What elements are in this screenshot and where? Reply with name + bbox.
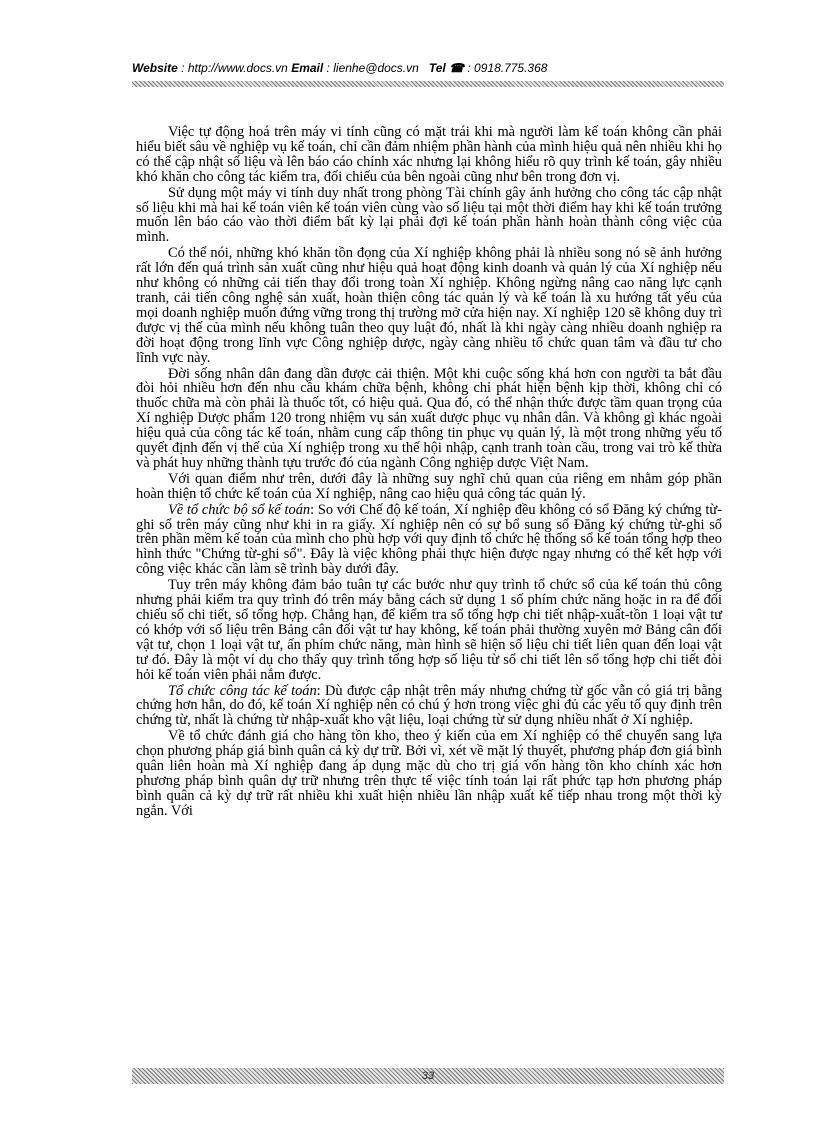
- paragraph-text: Đời sống nhân dân đang dần được cải thiện. Một khi cuộc sống khá hơn con người ta bắt đầu đòi hỏi nhiều hơn đến nhu cầu khám chữa bệnh, không chỉ phát hiện bệnh kịp thời, không chỉ có thuốc chữa mà còn phải là thuốc tốt, có hiệu quả. Qua đó, có thể nhận thức được tầm quan trọng của Xí nghiệp Dược phẩm 120 trong nhiệm vụ sản xuất dược phục vụ nhân dân. Và không gì khác ngoài hiệu quả của công tác kế toán, nhằm cung cấp thông tin phục vụ quản lý, là một trong những yếu tố quyết định đến vị thế của Xí nghiệp trong xu thế hội nhập, cạnh tranh toàn cầu, trong vai trò kế thừa và phát huy những thành tựu trước đó của ngành Công nghiệp dược Việt Nam.: [136, 365, 722, 471]
- paragraph-text: : Dù được cập nhật trên máy nhưng chứng từ gốc vẫn có giá trị bằng chứng hơn hẳn, do đó, kế toán Xí nghiệp nên có chú ý hơn trong việc ghi đủ các yếu tố quy định trên chứng từ, nhất là chứng từ nhập-xuất kho vật liệu, loại chứng từ sử dụng nhiều nhất ở Xí nghiệp.: [136, 682, 722, 729]
- tel-label: Tel: [428, 61, 446, 75]
- paragraph-text: : So với Chế độ kế toán, Xí nghiệp đều không có sổ Đăng ký chứng từ-ghi sổ trên máy cũng như khi in ra giấy. Xí nghiệp nên có sự bổ sung sổ Đăng ký chứng từ-ghi sổ trên phần mềm kế toán của mình cho phù hợp với quy định tổ chức hệ thống sổ kế toán tổng hợp theo hình thức "Chứng từ-ghi sổ". Đây là việc không phải thực hiện được ngay nhưng có thể kết hợp với công việc khác cần làm sẽ trình bày dưới đây.: [136, 501, 722, 578]
- email-separator: :: [323, 61, 334, 75]
- section-lead: Về tổ chức bộ sổ kế toán: [168, 501, 311, 518]
- paragraph-text: Sử dụng một máy vi tính duy nhất trong phòng Tài chính gây ảnh hưởng cho công tác cập nhật số liệu khi mà hai kế toán viên kế toán viên cùng vào số liệu tại một thời điểm hay khi kế toán trưởng muốn lên báo cáo vào thời điểm bất kỳ lại phải đợi kế toán phần hành hoàn thành công việc của mình.: [136, 184, 722, 246]
- tel-separator: :: [464, 61, 475, 75]
- website-label: Website: [132, 61, 178, 75]
- email-link[interactable]: lienhe@docs.vn: [333, 61, 419, 75]
- website-separator: :: [177, 61, 188, 75]
- phone-icon: ☎: [449, 61, 465, 75]
- paragraph-text: Về tổ chức đánh giá cho hàng tồn kho, theo ý kiến của em Xí nghiệp có thể chuyển sang lựa chọn phương pháp giá bình quân cả kỳ dự trữ. Bởi vì, xét về mặt lý thuyết, phương pháp đơn giá bình quân liên hoàn mà Xí nghiệp đang áp dụng mặc dù cho trị giá vốn hàng tồn kho chính xác hơn phương pháp bình quân dự trữ nhưng trên thực tế việc tính toán lại rất phức tạp hơn phương pháp bình quân cả kỳ dự trữ rất nhiều khi xuất hiện nhiều lần nhập xuất kế tiếp nhau trong một thời kỳ ngắn. Với: [136, 728, 723, 819]
- paragraph-text: Việc tự động hoá trên máy vi tính cũng có mặt trái khi mà người làm kế toán không cần phải hiểu biết sâu về nghiệp vụ kế toán, chỉ cần đảm nhiệm phần hành của mình hiệu quả nên nhiều khi họ có thể cập nhật số liệu và lên báo cáo chính xác nhưng lại không hiểu rõ quy trình kế toán, gây nhiều khó khăn cho công tác kiểm tra, đối chiếu của bên ngoài cũng như bên trong đơn vị.: [136, 124, 722, 185]
- paragraph: [136, 246, 722, 365]
- website-link[interactable]: http://www.docs.vn: [187, 61, 288, 75]
- paragraph: [136, 503, 722, 578]
- document-body: [136, 125, 722, 819]
- paragraph: [136, 472, 722, 502]
- paragraph: [136, 684, 722, 729]
- paragraph-text: Tuy trên máy không đảm bảo tuân tự các bước như quy trình tổ chức sổ của kế toán thủ công nhưng phải kiểm tra quy trình đó trên máy bằng cách sử dụng 1 số phím chức năng hoặc in ra để đối chiếu sổ chi tiết, sổ tổng hợp. Chẳng hạn, để kiểm tra sổ tổng hợp chi tiết nhập-xuất-tồn 1 loại vật tư có khớp với số liệu trên Bảng cân đối vật tư hay không, kế toán phải thường xuyên mở Bảng cân đối vật tư, chọn 1 loại vật tư, ấn phím chức năng, màn hình sẽ hiện số liệu chi tiết liên quan đến loại vật tư đó. Đây là một ví dụ cho thấy quy trình tổng hợp số liệu từ sổ chi tiết lên sổ tổng hợp chi tiết đòi hỏi kế toán viên phải nắm được.: [136, 577, 722, 683]
- header-divider: [132, 81, 724, 87]
- paragraph: [136, 125, 722, 185]
- paragraph-text: Có thể nói, những khó khăn tồn đọng của Xí nghiệp không phải là nhiều song nó sẽ ảnh hưởng rất lớn đến quá trình sản xuất cũng như hiệu quả hoạt động kinh doanh và quản lý của Xí nghiệp nếu như không có những cải tiến thay đổi trong toàn Xí nghiệp. Không ngừng nâng cao năng lực cạnh tranh, cải tiến công nghệ sản xuất, hoàn thiện công tác quản lý và kế toán là xu hướng tất yếu của mọi doanh nghiệp muốn đứng vững trong thị trường mở cửa hiện nay. Xí nghiệp 120 sẽ không duy trì được vị thế của mình nếu không tuân theo quy luật đó, nhất là khi ngày càng nhiều doanh nghiệp ra đời hoạt động trong lĩnh vực Công nghiệp dược, ngày càng nhiều tổ chức quan tâm và đầu tư cho lĩnh vực này.: [136, 245, 722, 366]
- paragraph: [136, 578, 722, 682]
- paragraph: [136, 367, 722, 471]
- page-header: [132, 60, 722, 76]
- page-footer: [132, 1068, 724, 1084]
- paragraph: [136, 186, 722, 246]
- tel-value: 0918.775.368: [474, 61, 548, 75]
- email-label: Email: [291, 61, 324, 75]
- page-number: 33: [421, 1070, 435, 1082]
- section-lead: Tổ chức công tác kế toán: [168, 682, 317, 699]
- paragraph-text: Với quan điểm như trên, dưới đây là những suy nghĩ chủ quan của riêng em nhằm góp phần hoàn thiện tổ chức kế toán của Xí nghiệp, nâng cao hiệu quả công tác quản lý.: [136, 470, 722, 502]
- paragraph: [136, 729, 722, 818]
